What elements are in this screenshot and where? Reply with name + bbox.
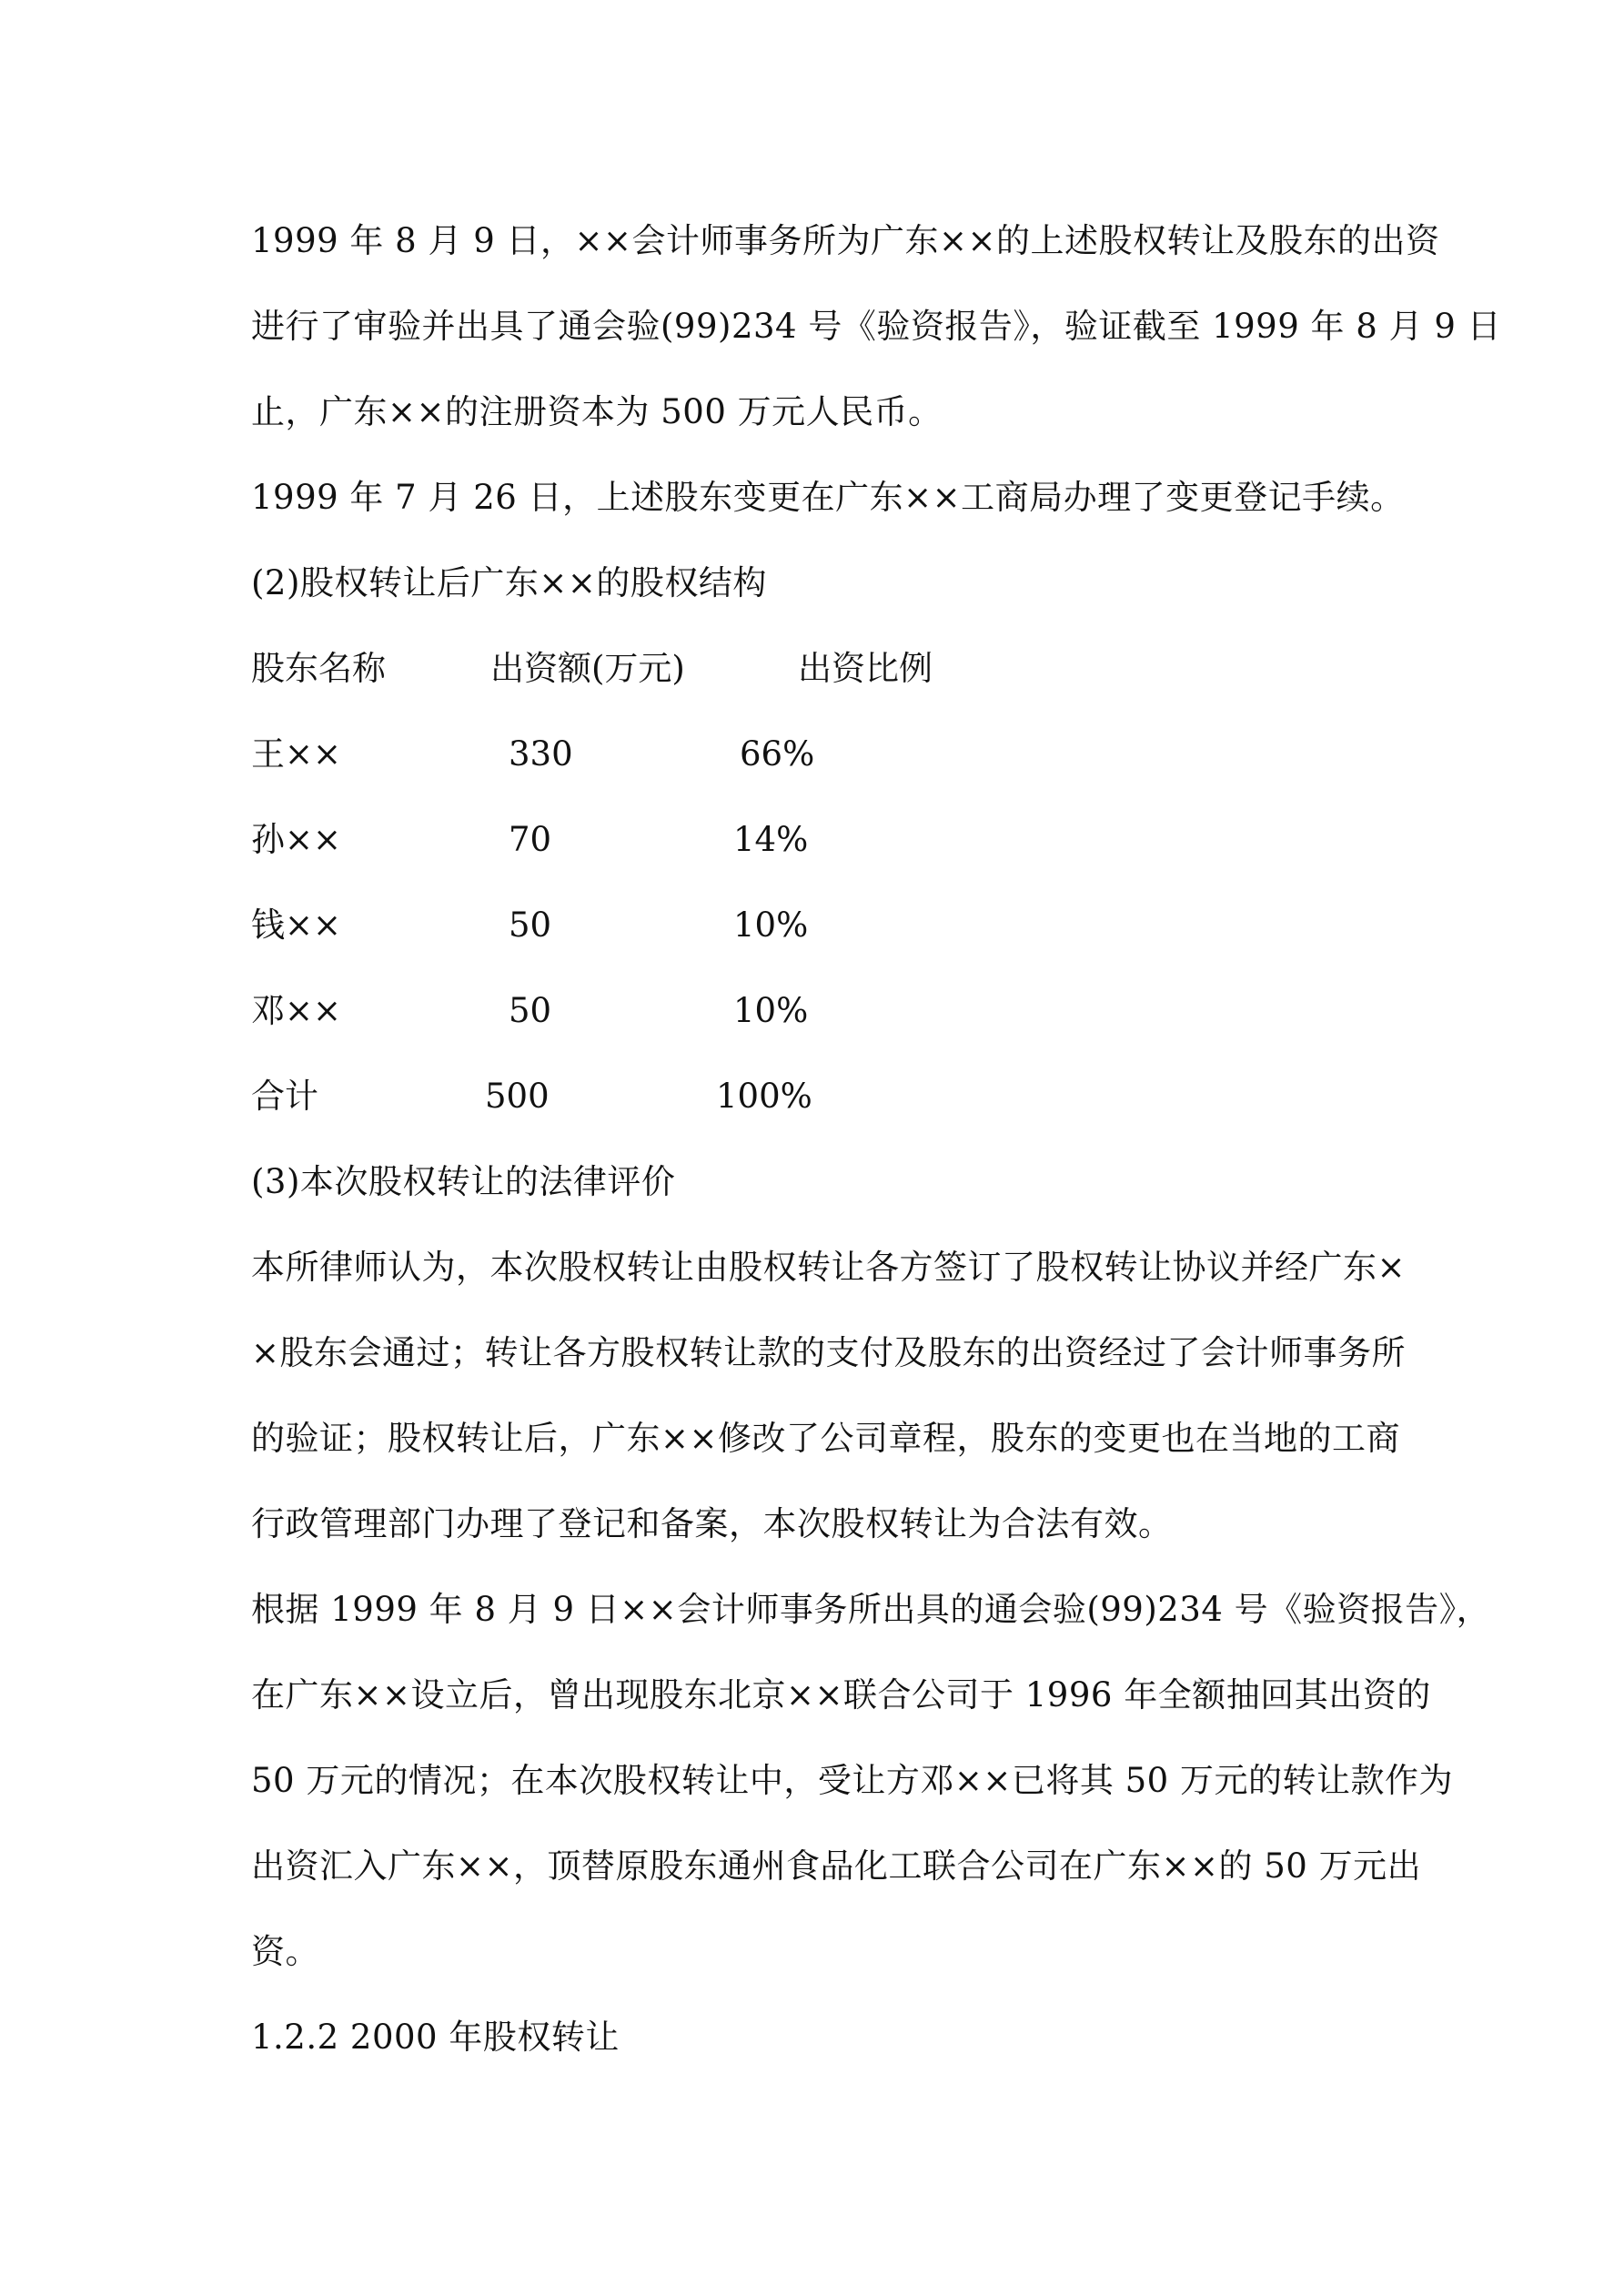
paragraph-line: 1999 年 7 月 26 日，上述股东变更在广东××工商局办理了变更登记手续。 <box>251 478 1405 517</box>
paragraph-line: 50 万元的情况；在本次股权转让中，受让方邓××已将其 50 万元的转让款作为 <box>251 1761 1453 1800</box>
table-cell: 14% <box>733 820 809 859</box>
table-total-ratio: 100% <box>716 1077 812 1116</box>
table-cell: 66% <box>740 734 815 774</box>
table-cell: 50 <box>509 991 552 1030</box>
table-cell: 邓×× <box>251 991 342 1030</box>
table-cell: 10% <box>733 905 809 945</box>
paragraph-line: 本所律师认为，本次股权转让由股权转让各方签订了股权转让协议并经广东× <box>251 1248 1406 1287</box>
section-heading: (3)本次股权转让的法律评价 <box>251 1162 676 1201</box>
table-cell: 330 <box>509 734 573 774</box>
table-cell: 70 <box>509 820 552 859</box>
paragraph-line: 根据 1999 年 8 月 9 日××会计师事务所出具的通会验(99)234 号《验资报告》， <box>251 1590 1491 1629</box>
section-heading: 1.2.2 2000 年股权转让 <box>251 2018 620 2057</box>
table-header: 出资额(万元) <box>490 649 685 688</box>
paragraph-line: 资。 <box>251 1932 319 1971</box>
paragraph-line: 止，广东××的注册资本为 500 万元人民币。 <box>251 392 943 431</box>
paragraph-line: 的验证；股权转让后，广东××修改了公司章程，股东的变更也在当地的工商 <box>251 1419 1401 1458</box>
table-total-label: 合计 <box>251 1077 318 1116</box>
paragraph-line: 进行了审验并出具了通会验(99)234 号《验资报告》，验证截至 1999 年 8 月 9 日 <box>251 307 1502 346</box>
table-cell: 王×× <box>251 734 342 774</box>
table-header: 股东名称 <box>251 649 386 688</box>
paragraph-line: 在广东××设立后，曾出现股东北京××联合公司于 1996 年全额抽回其出资的 <box>251 1675 1431 1714</box>
table-cell: 孙×× <box>251 820 342 859</box>
table-cell: 10% <box>733 991 809 1030</box>
table-total-amount: 500 <box>485 1077 550 1116</box>
paragraph-line: 出资汇入广东××，顶替原股东通州食品化工联合公司在广东××的 50 万元出 <box>251 1846 1422 1886</box>
paragraph-line: 行政管理部门办理了登记和备案，本次股权转让为合法有效。 <box>251 1504 1173 1543</box>
table-header: 出资比例 <box>798 649 933 688</box>
paragraph-line: ×股东会通过；转让各方股权转让款的支付及股东的出资经过了会计师事务所 <box>251 1333 1406 1372</box>
table-cell: 钱×× <box>251 905 342 945</box>
section-heading: (2)股权转让后广东××的股权结构 <box>251 563 767 602</box>
paragraph-line: 1999 年 8 月 9 日，××会计师事务所为广东××的上述股权转让及股东的出资 <box>251 221 1440 260</box>
table-cell: 50 <box>509 905 552 945</box>
